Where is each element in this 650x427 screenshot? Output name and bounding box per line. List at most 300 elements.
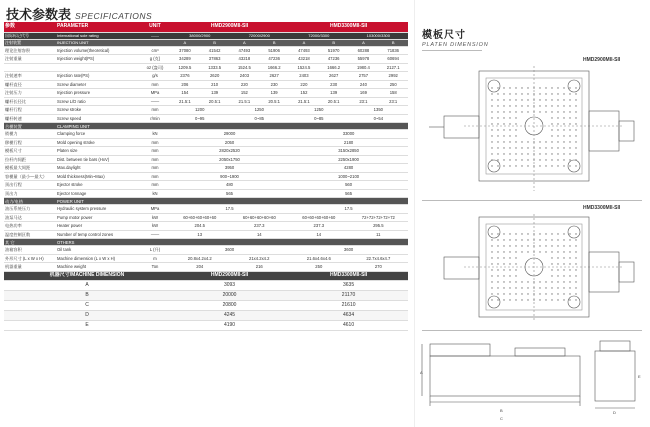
table-cell: 51906 [259,46,289,55]
bolt-hole [509,135,510,136]
bolt-hole [545,93,546,94]
table-cell: 3950 [170,164,289,173]
bolt-hole [521,93,522,94]
table-row [4,114,408,123]
bolt-hole [503,141,504,142]
bolt-hole [557,159,558,160]
table-cell: 油箱容积 [4,246,56,255]
bolt-hole [551,99,552,100]
bolt-hole [563,147,564,148]
bolt-hole [497,263,498,264]
bolt-hole [509,239,510,240]
bolt-hole [575,275,576,276]
bolt-hole [497,99,498,100]
bolt-hole [497,153,498,154]
bolt-hole [533,245,534,246]
bolt-hole [527,293,528,294]
table-cell: 21x4.2x4.2 [230,254,290,263]
table-cell: 顶出力 [4,189,56,198]
table-cell: 油泵马达 [4,213,56,222]
bolt-hole [491,287,492,288]
bolt-hole [563,287,564,288]
table-cell: 206 [170,80,200,89]
table-cell: CLAMPING UNIT [56,123,408,130]
bolt-hole [575,147,576,148]
dimension-key: B [4,290,170,300]
table-row [4,46,408,55]
dimension-key: E [4,320,170,330]
bolt-hole [497,269,498,270]
table-cell: Ton [140,263,170,272]
platen-drawing-1 [424,66,644,196]
table-cell: 1666.2 [259,63,289,72]
table-row [4,106,408,115]
bolt-hole [509,275,510,276]
table-cell: 565 [289,189,408,198]
table-cell: Screw diameter [56,80,140,89]
table-cell: 37863 [200,55,230,64]
bolt-hole [551,141,552,142]
bolt-hole [569,141,570,142]
bolt-hole [563,233,564,234]
header-model-1: HMD2900MII-SII [170,22,289,32]
table-cell: 0~85 [230,114,290,123]
bolt-hole [521,141,522,142]
bolt-hole [563,159,564,160]
table-cell: 37080 [170,46,200,55]
table-cell: 21.5:1 [170,97,200,106]
bolt-hole [497,135,498,136]
table-cell: 139 [200,89,230,98]
bolt-hole [551,129,552,130]
table-cell: 11 [349,230,409,239]
bolt-hole [539,233,540,234]
bolt-hole [515,281,516,282]
bolt-hole [515,233,516,234]
bolt-hole [569,293,570,294]
table-cell: 2127.1 [378,63,408,72]
bolt-hole [503,105,504,106]
table-cell: mm [140,181,170,190]
bolt-hole [515,299,516,300]
table-row [4,138,408,147]
bolt-hole [497,147,498,148]
table-row [4,80,408,89]
table-cell: Hydraulic system pressure [56,205,140,214]
platen-rule [422,200,642,201]
table-cell: 14 [230,230,290,239]
table-row [4,254,408,263]
table-cell: Injection volume(theoretical) [56,46,140,55]
table-cell: 29000 [170,130,289,139]
table-cell: 21.6x4.6x4.6 [289,254,349,263]
table-cell: A [349,39,379,46]
table-row [4,181,408,190]
machine-dimension-header [4,271,408,280]
bolt-hole [491,135,492,136]
table-cell: 理论注射容积 [4,46,56,55]
bolt-hole [521,99,522,100]
table-cell: Mold thickness(Min~Max) [56,172,140,181]
table-cell: m [140,254,170,263]
bolt-hole [563,239,564,240]
bolt-hole [557,257,558,258]
bolt-hole [527,251,528,252]
table-cell: 3150x2850 [289,147,408,156]
table-cell: 60+60+60+60+60 [230,213,290,222]
table-cell: 34289 [170,55,200,64]
bolt-hole [533,299,534,300]
bolt-hole [539,93,540,94]
bolt-hole [545,233,546,234]
table-cell: 47236 [319,55,349,64]
bolt-hole [563,257,564,258]
bolt-hole [551,269,552,270]
table-cell: 国际标记代号 [4,32,56,39]
bolt-hole [515,287,516,288]
table-cell: 60+60+60+60+60 [170,213,230,222]
table-cell: 2403 [230,72,260,81]
bolt-hole [551,105,552,106]
table-cell: B [319,39,349,46]
table-cell: 237.3 [289,222,349,231]
bolt-hole [503,257,504,258]
bolt-hole [575,141,576,142]
bolt-hole [563,117,564,118]
table-row [4,155,408,164]
table-cell: 电热功率 [4,222,56,231]
bolt-hole [563,299,564,300]
dimension-row [4,320,408,330]
bolt-hole [515,165,516,166]
table-cell: International sole rating [56,32,140,39]
table-cell: Screw speed [56,114,140,123]
table-row [4,246,408,255]
table-cell: Ejector stroke [56,181,140,190]
bolt-hole [533,105,534,106]
table-cell: 2250x1900 [289,155,408,164]
header-param-cn: 参数 [4,22,56,32]
bolt-hole [545,153,546,154]
table-cell: 注射装置 [4,39,56,46]
bolt-hole [503,287,504,288]
bolt-hole [569,117,570,118]
bolt-hole [551,111,552,112]
bolt-hole [539,251,540,252]
bolt-hole [575,263,576,264]
bolt-hole [497,111,498,112]
table-cell: 560 [289,181,408,190]
bolt-hole [503,117,504,118]
bolt-hole [509,99,510,100]
bolt-hole [551,293,552,294]
bolt-hole [539,141,540,142]
bolt-hole [503,269,504,270]
table-cell: 152 [230,89,260,98]
table-cell: 72000/2900 [230,32,290,39]
bolt-hole [509,299,510,300]
table-cell: POWER UNIT [56,198,408,205]
bolt-hole [575,165,576,166]
bolt-hole [521,153,522,154]
platen-drawing-2 [424,214,644,324]
table-cell [4,63,56,72]
bolt-hole [497,93,498,94]
header-model-2: HMD3300MII-SII [289,22,408,32]
bolt-hole [545,105,546,106]
table-cell: A [230,39,260,46]
table-cell: 4245 [170,310,289,320]
table-cell: Number of temp control zones [56,230,140,239]
bolt-hole [557,269,558,270]
bolt-hole [569,263,570,264]
table-cell: 合模装置 [4,123,56,130]
bolt-hole [509,117,510,118]
table-cell: Screw stroke [56,106,140,115]
table-cell: 0~54 [349,114,409,123]
bolt-hole [491,159,492,160]
table-cell: Dist. between tie bars (HxV) [56,155,140,164]
bolt-hole [551,287,552,288]
bolt-hole [575,135,576,136]
bolt-hole [491,117,492,118]
bolt-hole [491,165,492,166]
bolt-hole [515,245,516,246]
bolt-hole [503,275,504,276]
table-cell: 139 [319,89,349,98]
bolt-hole [533,93,534,94]
table-cell: 1333.5 [200,63,230,72]
bolt-hole [551,299,552,300]
table-cell: 22.7x4.6x4.7 [349,254,409,263]
bolt-hole [491,129,492,130]
bolt-hole [515,257,516,258]
table-cell: 1524.5 [289,63,319,72]
bolt-hole [497,159,498,160]
bolt-hole [509,129,510,130]
bolt-hole [557,299,558,300]
bolt-hole [563,153,564,154]
table-cell: Injection weight(PS) [56,55,140,64]
bolt-hole [545,251,546,252]
table-cell: Pump motor power [56,213,140,222]
bolt-hole [575,111,576,112]
bolt-hole [515,239,516,240]
table-cell: 2376 [170,72,200,81]
table-cell: 其 它 [4,239,56,246]
bolt-hole [545,245,546,246]
bolt-hole [563,263,564,264]
bolt-hole [491,87,492,88]
bolt-hole [509,233,510,234]
divider [414,0,415,427]
table-cell: 220 [289,80,319,89]
bolt-hole [539,111,540,112]
bolt-hole [491,275,492,276]
bolt-hole [503,233,504,234]
bolt-hole [557,129,558,130]
table-cell: 103000/3300 [349,32,409,39]
bolt-hole [503,159,504,160]
bolt-hole [557,275,558,276]
bolt-hole [563,99,564,100]
bolt-hole [539,293,540,294]
table-cell: 1250 [230,106,290,115]
bolt-hole [515,111,516,112]
table-cell: g (克) [140,55,170,64]
bolt-hole [575,281,576,282]
bolt-hole [515,141,516,142]
bolt-hole [545,281,546,282]
bolt-hole [551,245,552,246]
table-cell: mm [140,138,170,147]
table-cell: 20.5:1 [259,97,289,106]
bolt-hole [563,275,564,276]
bolt-hole [539,159,540,160]
bolt-hole [557,245,558,246]
table-cell: 油压系统压力 [4,205,56,214]
bolt-hole [527,245,528,246]
bolt-hole [503,123,504,124]
table-cell: 2820x2520 [170,147,289,156]
table-cell: 480 [170,181,289,190]
bolt-hole [491,233,492,234]
bolt-hole [563,269,564,270]
bolt-hole [575,153,576,154]
table-cell: 机器重量 [4,263,56,272]
bolt-hole [569,93,570,94]
table-cell: 4280 [289,164,408,173]
table-cell: mm [140,106,170,115]
table-cell: 216 [230,263,290,272]
table-cell: Machine dimension (L x W x H) [56,254,140,263]
bolt-hole [551,281,552,282]
bolt-hole [515,93,516,94]
bolt-hole [491,281,492,282]
bolt-hole [563,245,564,246]
table-cell: Screw L/D ratio [56,97,140,106]
bolt-hole [557,111,558,112]
bolt-hole [503,153,504,154]
table-cell: —— [140,230,170,239]
bolt-hole [503,239,504,240]
dimension-row [4,310,408,320]
header-param-en: PARAMETER [56,22,140,32]
label-c: C [500,416,503,421]
table-cell: 72+72+72+72+72 [349,213,409,222]
table-cell: 螺杆行程 [4,106,56,115]
bolt-hole [569,269,570,270]
bolt-hole [497,281,498,282]
bolt-hole [575,299,576,300]
bolt-hole [527,165,528,166]
bolt-hole [521,233,522,234]
bolt-hole [533,87,534,88]
bolt-hole [509,147,510,148]
table-cell: 139 [259,89,289,98]
bolt-hole [491,257,492,258]
table-cell: 21.5:1 [289,97,319,106]
table-cell: g/s [140,72,170,81]
table-cell: MPa [140,205,170,214]
bolt-hole [533,293,534,294]
bolt-hole [527,105,528,106]
table-cell: B [259,39,289,46]
label-a: A [420,370,423,375]
bolt-hole [551,147,552,148]
bolt-hole [503,135,504,136]
bolt-hole [551,251,552,252]
bolt-hole [545,111,546,112]
bolt-hole [497,287,498,288]
bolt-hole [491,93,492,94]
platen-title-en: PLATEN DIMENSION [422,42,489,48]
bolt-hole [545,299,546,300]
bolt-hole [551,87,552,88]
bolt-hole [515,293,516,294]
table-cell: 螺杆转速 [4,114,56,123]
table-cell: B [378,39,408,46]
table-row [4,130,408,139]
bolt-hole [497,105,498,106]
bolt-hole [539,105,540,106]
bolt-hole [515,269,516,270]
bolt-hole [491,299,492,300]
bolt-hole [533,251,534,252]
bolt-hole [509,141,510,142]
table-row [4,230,408,239]
bolt-hole [515,275,516,276]
table-cell: 152 [289,89,319,98]
bolt-hole [533,233,534,234]
table-cell: 2757 [349,72,379,81]
bolt-hole [509,245,510,246]
table-cell: 2620 [200,72,230,81]
table-cell: 20800 [170,300,289,310]
bolt-hole [503,93,504,94]
bolt-hole [551,275,552,276]
bolt-hole [491,239,492,240]
bolt-hole [521,165,522,166]
table-cell: MPa [140,89,170,98]
bolt-hole [503,245,504,246]
table-cell: 240 [349,80,379,89]
bolt-hole [527,141,528,142]
table-cell: 1209.5 [170,63,200,72]
table-row [4,164,408,173]
table-cell: 295.5 [349,222,409,231]
bolt-hole [551,135,552,136]
bolt-hole [569,147,570,148]
bolt-hole [521,281,522,282]
header-unit: UNIT [140,22,170,32]
table-cell: 温度控制区数 [4,230,56,239]
dimension-key: C [4,300,170,310]
bolt-hole [575,293,576,294]
table-cell: 2627 [259,72,289,81]
bolt-hole [545,147,546,148]
table-cell: 1250 [289,106,349,115]
table-intl-row [4,32,408,39]
dimension-title: 机器尺寸/MACHINE DIMENSION [4,271,170,280]
bolt-hole [533,239,534,240]
bolt-hole [575,245,576,246]
bolt-hole [497,141,498,142]
bolt-hole [551,239,552,240]
table-cell: L (升) [140,246,170,255]
bolt-hole [569,135,570,136]
bolt-hole [545,141,546,142]
